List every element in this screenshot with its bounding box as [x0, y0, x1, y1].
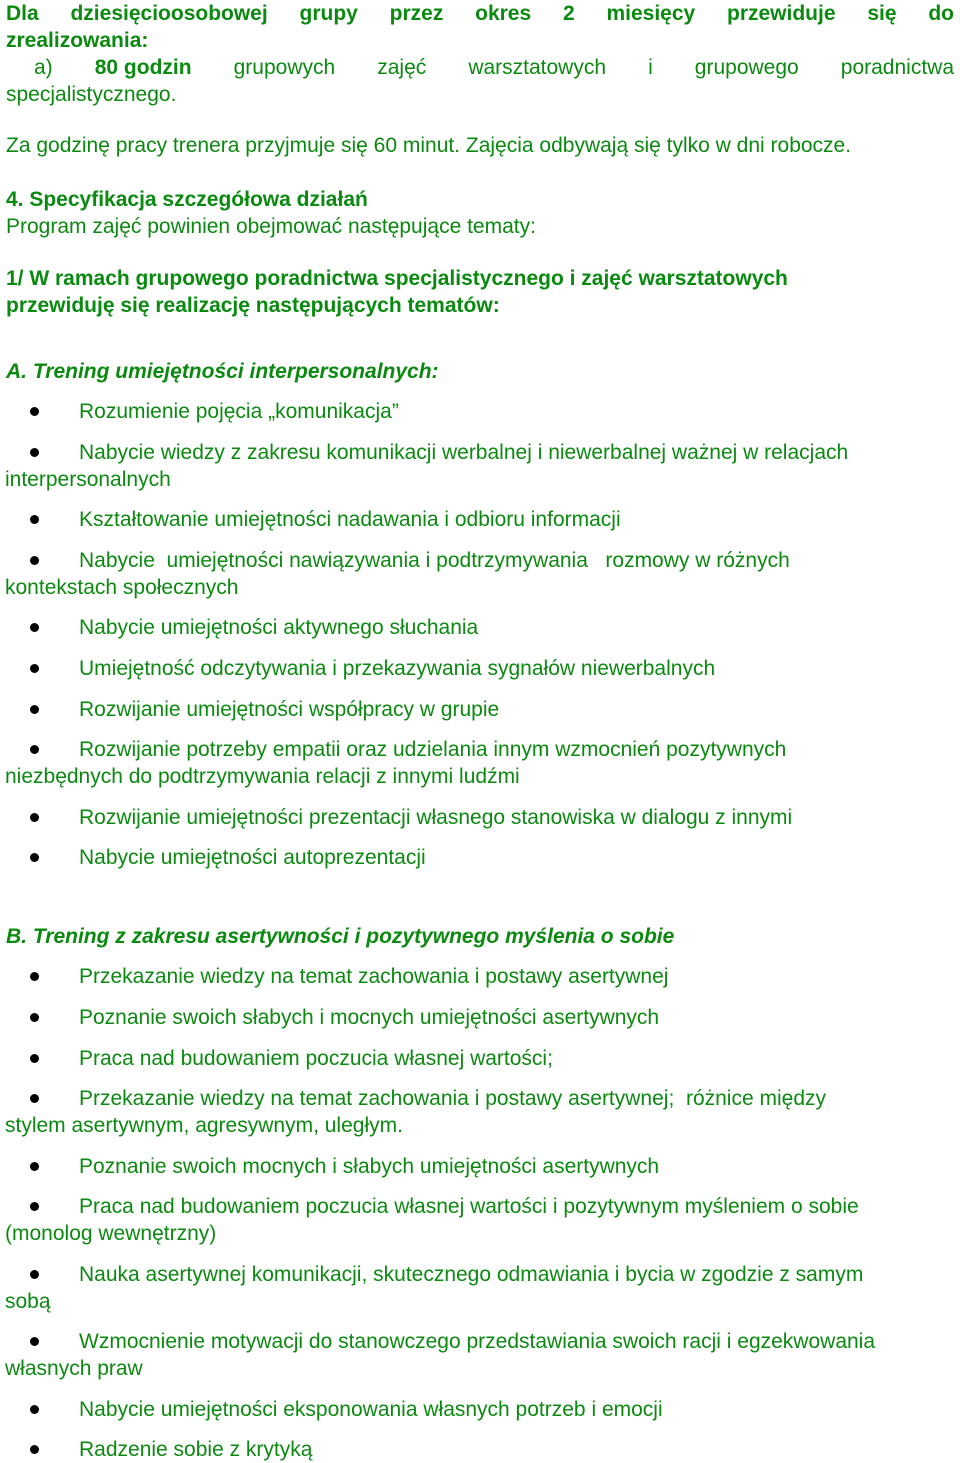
bullet-icon	[30, 853, 39, 862]
list-item-text: Kształtowanie umiejętności nadawania i odbioru informacji	[79, 508, 621, 531]
bullet-icon	[30, 745, 39, 754]
item-a-word: poradnictwa	[840, 56, 954, 79]
list-item-text: Rozwijanie potrzeby empatii oraz udzielania innym wzmocnień pozytywnych	[79, 738, 787, 761]
intro-line-1	[6, 0, 954, 27]
bullet-icon	[30, 1405, 39, 1414]
intro-word: 2	[562, 2, 575, 25]
item-a-word: grupowego	[694, 56, 799, 79]
list-item-text: Umiejętność odczytywania i przekazywania sygnałów niewerbalnych	[79, 657, 716, 680]
list-item-continuation: własnych praw	[5, 1357, 143, 1380]
list-item-text: Wzmocnienie motywacji do stanowczego przedstawiania swoich racji i egzekwowania	[79, 1330, 876, 1353]
scope-line-2: przewiduję się realizację następujących tematów:	[6, 294, 500, 317]
list-item-text: Praca nad budowaniem poczucia własnej wartości i pozytywnym myśleniem o sobie	[79, 1195, 859, 1218]
bullet-icon	[30, 1162, 39, 1171]
scope-line-1: 1/ W ramach grupowego poradnictwa specjalistycznego i zajęć warsztatowych	[6, 267, 788, 290]
intro-word: przewiduje	[727, 2, 836, 25]
bullet-icon	[30, 1445, 39, 1454]
hour-note: Za godzinę pracy trenera przyjmuje się 60 minut. Zajęcia odbywają się tylko w dni robocze.	[6, 134, 852, 157]
list-item-continuation: kontekstach społecznych	[5, 576, 239, 599]
list-item-text: Nabycie umiejętności aktywnego słuchania	[79, 616, 479, 639]
intro-word: do	[928, 2, 954, 25]
bullet-icon	[30, 972, 39, 981]
list-item-text: Przekazanie wiedzy na temat zachowania i postawy asertywnej; różnice między	[79, 1087, 827, 1110]
list-item-text: Przekazanie wiedzy na temat zachowania i postawy asertywnej	[79, 965, 669, 988]
section-4-subtitle: Program zajęć powinien obejmować następujące tematy:	[6, 215, 536, 238]
list-item-text: Rozwijanie umiejętności współpracy w grupie	[79, 698, 500, 721]
bullet-icon	[30, 623, 39, 632]
section-4-heading: 4. Specyfikacja szczegółowa działań	[6, 188, 368, 211]
section-a-heading: A. Trening umiejętności interpersonalnych:	[6, 360, 439, 383]
bullet-icon	[30, 664, 39, 673]
intro-word: dziesięcioosobowej	[70, 2, 268, 25]
bullet-icon	[30, 1337, 39, 1346]
bullet-icon	[30, 705, 39, 714]
item-a-word: grupowych	[233, 56, 336, 79]
bullet-icon	[30, 556, 39, 565]
item-a-word: zajęć	[377, 56, 427, 79]
list-item-continuation: interpersonalnych	[5, 468, 171, 491]
list-item-text: Nauka asertywnej komunikacji, skutecznego odmawiania i bycia w zgodzie z samym	[79, 1263, 864, 1286]
item-a-word: i	[648, 56, 653, 79]
bullet-icon	[30, 1270, 39, 1279]
intro-word: grupy	[299, 2, 358, 25]
bullet-icon	[30, 515, 39, 524]
list-item-text: Rozumienie pojęcia „komunikacja”	[79, 400, 399, 423]
item-a-hours: 80 godzin	[94, 56, 192, 79]
list-item-continuation: niezbędnych do podtrzymywania relacji z innymi ludźmi	[5, 765, 520, 788]
intro-item-a	[34, 54, 954, 81]
intro-word: miesięcy	[606, 2, 696, 25]
list-item-continuation: sobą	[5, 1290, 51, 1313]
bullet-icon	[30, 813, 39, 822]
bullet-icon	[30, 1054, 39, 1063]
list-item-text: Nabycie umiejętności eksponowania własnych potrzeb i emocji	[79, 1398, 663, 1421]
bullet-icon	[30, 448, 39, 457]
list-item-text: Radzenie sobie z krytyką	[79, 1438, 313, 1461]
bullet-icon	[30, 407, 39, 416]
intro-word: się	[867, 2, 897, 25]
list-item-text: Nabycie umiejętności nawiązywania i podtrzymywania rozmowy w różnych	[79, 549, 790, 572]
list-item-text: Nabycie wiedzy z zakresu komunikacji werbalnej i niewerbalnej ważnej w relacjach	[79, 441, 849, 464]
intro-word: przez	[389, 2, 444, 25]
item-a-word: warsztatowych	[468, 56, 607, 79]
intro-line-2: zrealizowania:	[6, 29, 149, 52]
list-item-text: Praca nad budowaniem poczucia własnej wartości;	[79, 1047, 553, 1070]
list-item-continuation: stylem asertywnym, agresywnym, uległym.	[5, 1114, 403, 1137]
intro-item-a-continuation: specjalistycznego.	[6, 83, 177, 106]
list-item-text: Rozwijanie umiejętności prezentacji własnego stanowiska w dialogu z innymi	[79, 806, 793, 829]
list-item-text: Poznanie swoich słabych i mocnych umiejętności asertywnych	[79, 1006, 660, 1029]
intro-word: okres	[475, 2, 532, 25]
intro-word: Dla	[6, 2, 39, 25]
bullet-icon	[30, 1013, 39, 1022]
bullet-icon	[30, 1094, 39, 1103]
bullet-icon	[30, 1202, 39, 1211]
item-a-prefix: a)	[34, 56, 53, 79]
list-item-text: Nabycie umiejętności autoprezentacji	[79, 846, 426, 869]
section-b-heading: B. Trening z zakresu asertywności i pozytywnego myślenia o sobie	[6, 925, 675, 948]
list-item-text: Poznanie swoich mocnych i słabych umiejętności asertywnych	[79, 1155, 660, 1178]
list-item-continuation: (monolog wewnętrzny)	[5, 1222, 217, 1245]
